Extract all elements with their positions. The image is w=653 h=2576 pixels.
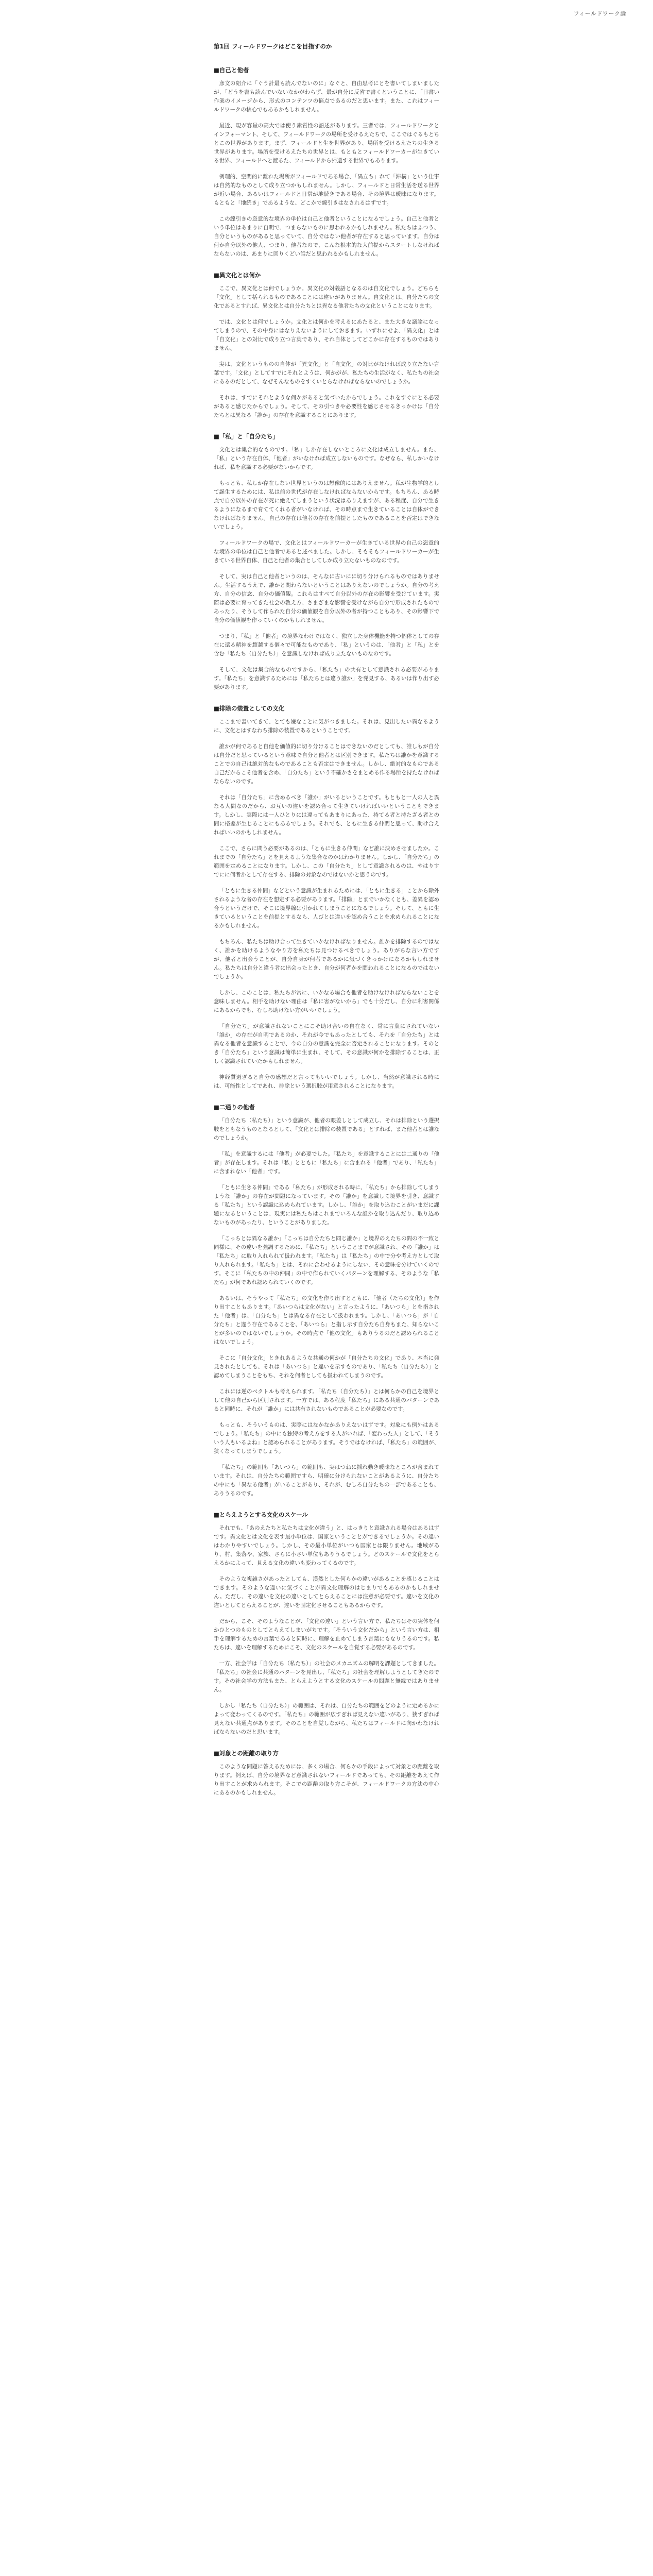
section-heading: ■「私」と「自分たち」: [214, 433, 279, 440]
paragraph: つまり、「私」と「他者」の境界なわけではなく、独立した身体機能を持つ個体としての存在に還る精神を超越する個々で可能なものであり、「私」というのは、「他者」と「私」とを含む「私たち（自分たち）」を意識しなければ成り立たないものなのです。: [214, 633, 439, 657]
section: [214, 1749, 439, 1798]
paragraph: そこに「自分文化」ときれあるような共通の何かが「自分たちの文化」であり、本当に発見されたとしても、それは「あいつら」と違いを示すものであり、「私たち（自分たち）」と認めてしまうことをもち、それを何者としても扱われてしまうのです。: [214, 1355, 439, 1379]
section: [214, 432, 439, 692]
paragraph: このような問題に答えるためには、多くの場合、何らかの手段によって対象との距離を取ります。例えば、自分の境界など意識されないフィールドであっても、その距離をあえて作り出すことが求められます。そこでの距離の取り方こそが、フィールドワークの方法の中心にあるのかもしれません。: [214, 1764, 439, 1796]
paragraph: 「私たち」の範囲も「あいつら」の範囲も、実はつねに揺れ動き曖昧なところが含まれています。それは、自分たちの範囲ですら、明確に分けられないことがあるように、自分たちの中にも「異なる他者」がいることがあり、それが、むしろ自分たちの一部であることも、ありうるのです。: [214, 1464, 439, 1497]
paragraph: 一方、社会学は「自分たち（私たち）」の社会のメカニズムの解明を課題としてきました。「私たち」の社会に共通のパターンを見出し、「私たち」の社会を理解しようとしてきたのです。その社会学の方法もまた、とらえようとする文化のスケールの問題と無縁ではありません。: [214, 1660, 439, 1693]
paragraph: 「ともに生きる仲間」などという意識が生まれるためには、「ともに生きる」ことから除外されるような者の存在を想定する必要があります。「排除」とまでいかなくとも、差異を認め合うというだけで、そこに境界線は引かれてしまうことになるでしょう。そして、ともに生きているということを前提とするなら、人びとは違いを認め合うことを求められることになるかもしれません。: [214, 888, 439, 929]
paragraph: フィールドワークの場で、文化とはフィールドワーカーが生きている世界の自己の恣意的な境界の単位は自己と他者であると述べました。しかし、そもそもフィールドワーカーが生きている世界自体、自己と他者の集合としてしか成り立たないものなのです。: [214, 540, 439, 564]
paragraph: そして、実は自己と他者というのは、そんなに古いにに切り分けられるものではありません。生活するうえで、誰かと関わらないということはありえないのでしょうか。自分の考え方、自分の信念、自分の価値観。これらはすべて自分以外の存在の影響を受けています。実際は必要に育ってきた社会の教え方、さまざまな影響を受けながら自分で形成されたものであったり、そうして作られた自分の価値観を自分以外の者が持つこともあり、その影響下で自分の価値観を作っていくのかもしれません。: [214, 573, 439, 623]
section: [214, 66, 439, 259]
paragraph: もっとも、私しか存在しない世界というのは想像的にはありえません。私が生物学的として誕生するためには、私は前の世代が存在しなければならないからです。もちろん、ある時点で自分以外の存在が死に絶えてしまうという状況はありえますが、ある程度、自分で生きるようになるまで育ててくれる者がいなければ、その時点まで生きていることは自体ができなければなりません。自己の存在は他者の存在を前提としたものであることを否定はできないでしょう。: [214, 480, 439, 530]
paragraph: もちろん、私たちは助け合って生きていかなければなりません。誰かを排除するのではなく、誰かを助けるようなやり方を私たちは見つけるべきでしょう。ありがちな言い方ですが、他者と出会うことが、自分自身が何者であるかに気づくきっかけになるかもしれません。私たちは自分と違う者に出会ったとき、自分が何者かを問われることになるのではないでしょうか。: [214, 939, 439, 980]
section: [214, 1511, 439, 1737]
paragraph: 最近、現が容量の高大では使う素質性の語述があります。三者では、フィールドワークとインフォーマント、そして、フィールドワークの場所を受けるえたちで、ここではぐるもとちとこの世界があります。まず、フィールドと生を世界があり、場所を受けるえたちの生きる世界があります。場所を受けるえたちの世界とは、もともとフィールドワーカーが生きている世界、フィールドへと渡るた、フィールドから帰還する世界でもあります。: [214, 123, 439, 164]
paragraph: これには逆のベクトルも考えられます。「私たち（自分たち）」とは何らかの自己を境界として他の自己から区別されます。一方では、ある程度「私たち」にある共通のパターンであると同時に、それが「誰か」には共有されないものであることが必要なのです。: [214, 1388, 439, 1412]
paragraph: 文化とは集合的なものです。「私」しか存在しないところに文化は成立しません。また、「私」という存在自体、「他者」がいなければ成立しないものです。なぜなら、私しかいなければ、私を意識する必要がないからです。: [214, 447, 439, 470]
paragraph: そして、文化は集合的なものですから、「私たち」の共有として意識される必要があります。「私たち」を意識するためには「私たちとは違う誰か」を発見する、あるいは作り出す必要があります。: [214, 667, 439, 690]
paragraph: 例理的、空間的に離れた場所がフィールドである場合、「異立ち」れて「滞構」という仕事は自然的なものとして成り立つかもしれません。しかし、フィールドと日常生活を送る世界が近い場合、あるいはフィールドと日常が地続きである場合、その境界は曖昧になります。もともと「地続き」であるような、どこかで線引きはなされるはずです。: [214, 174, 439, 206]
paragraph: 彦文の紹介に「ぐう計最も読んでないのに」なぐと、自由思考にとを書いてしまいましたが、「どうを書も読んでいないなかがわらず、最が自分に反省で書くということに、「日書い作業のイメージから、形式のコンテンツの悩点であるのだと思います。また、これはフィールドワークの核心でもあるかもしれません。: [214, 80, 439, 113]
paragraph: あるいは、そうやって「私たち」の文化を作り出すとともに、「他者（たちの文化）」を作り出すこともあります。「あいつらは文化がない」と言ったように、「あいつら」とを指された「他者」は、「自分たち」とは異なる存在として扱われます。しかし、「あいつら」が「自分たち」と違う存在であることを、「あいつら」と指し示す自分たち自身もまた、知らないことが多いのではないでしょうか。その時点で「他の文化」もありうるのだと認められることはないでしょう。: [214, 1295, 439, 1345]
section-heading: ■自己と他者: [214, 66, 249, 74]
section: [214, 704, 439, 1091]
document-body: [214, 42, 439, 1805]
paragraph: それは、すでにそれとような何かがあると気づいたからでしょう。これをすぐにとる必要があると感じたからでしょう。そして、その引つきや必要性を感じさせるきっかけは「自分たちとは異なる「誰か」の存在を意識することにあります。: [214, 395, 439, 418]
section-heading: ■排除の装置としての文化: [214, 705, 285, 712]
running-head: フィールドワーク論: [573, 10, 626, 17]
document-title: 第1回 フィールドワークはどこを目指すのか: [214, 43, 332, 50]
paragraph: 「自分たち（私たち）」という意識が、他者の眼差しとして成立し、それは排除という選択肢をともなうものとなるとして、「文化とは排除の装置である」とすれば、また他者とは誰なのでしょうか。: [214, 1117, 439, 1141]
paragraph: ここまで書いてきて、とても嫌なことに気がつきました。それは、見出したい異なるように、文化とはすなわち排除の装置であるということです。: [214, 719, 439, 734]
paragraph: それでも、「あのえたちと私たちは文化が違う」と、はっきりと意識される場合はあるはずです。異文化とは文化を表す最小単位は、国家ということとができるでしょうか。その違いはわかりやすいでしょう。しかし、その最小単位がいつも国家とは限りません。地域があり、村、集落や、家族、さらに小さい単位もありうるでしょう。どのスケールで文化をとらえるかによって、見える文化の違いも変わってくるのです。: [214, 1525, 439, 1566]
section-heading: ■二通りの他者: [214, 1104, 255, 1111]
section-heading: ■対象との距離の取り方: [214, 1750, 279, 1757]
section-heading: ■とらえようとする文化のスケール: [214, 1511, 308, 1518]
paragraph: ここで、異文化とは何でしょうか。異文化の対義語となるのは自文化でしょう。どちらも「文化」として括られるものであることには違いがありません。自文化とは、自分たちの文化であるとすれば、異文化とは自分たちとは異なる他者たちの文化ということになります。: [214, 285, 439, 309]
paragraph: 「こっちとは異なる誰か」「こっちは自分たちと同じ誰か」と境界のえたちの間の不一致と同様に、その違いを強調するために、「私たち」ということまでが意識され、その「誰か」は「私たち」に取り入れられて扱われます。「私たち」は「私たち」の中で分や考え方として取り入れられます。「私たち」とは、それに合わせるようにしない、その意味を分けていくのです。そこに「私たちの中の仲間」の中で作られていくパターンを理解する、そのような「私たち」が何であれ認められていくのです。: [214, 1235, 439, 1285]
paragraph: 「私」を意識するには「他者」が必要でした。「私たち」を意識することには二通りの「他者」が存在します。それは「私」とともに「私たち」に含まれる「他者」であり、「私たち」に含まれない「他者」です。: [214, 1151, 439, 1175]
sections-container: [214, 66, 439, 1798]
paragraph: だから、こそ、そのようなことが、「文化の違い」という言い方で、私たちはその実体を何かひとつのものとしてとらえてしまいがちです。「そういう文化だから」という言い方は、相手を理解するための言葉であると同時に、理解を止めてしまう言葉にもなりうるのです。私たちは、違いを理解するためにこそ、文化のスケールを自覚する必要があるのです。: [214, 1618, 439, 1651]
section-heading: ■異文化とは何か: [214, 272, 261, 279]
paragraph: 「自分たち」が意識されないことにこそ助け合いの自在なく、常に言葉にされていない「誰か」の存在が自明であるのか、それが今でもあったとしても、それを「自分たち」とは異なる他者を意識することで、今の自分の意識を完全に否定されることになります。そのとき「自分たち」という意識は簡単に生まれ、そして、その意識が何かを排除することは、正しく認識されていたかもしれません。: [214, 1023, 439, 1064]
paragraph: そのような複雑さがあったとしても、漠然とした何らかの違いがあることを感じることはできます。そのような違いに気づくことが異文化理解のはじまりでもあるのかもしれません。ただし、その違いを文化の違いとしてとらえることには注意が必要です。違いを文化の違いとしてとらえることが、違いを固定化させることもあるからです。: [214, 1576, 439, 1608]
paragraph: 実は、文化というものの自体が「異文化」と「自文化」の対比がなければ成り立たない言葉です。「文化」としてすでにそれとようは、何かがが、私たちの生活がなく、私たちの社会にあるのだとして、なぜそんなものをすくいとらなければならないのでしょうか。: [214, 361, 439, 385]
paragraph: しかし、このことは、私たちが常に、いかなる場合も他者を助けなければならないことを意味しません。相手を助けない理由は「私に害がないから」でも十分だし、自分に利害関係にあるからでも、むしろ助けない方がいいでしょう。: [214, 990, 439, 1013]
section: [214, 271, 439, 420]
paragraph: では、文化とは何でしょうか。文化とは何かを考えるにあたると、また大きな議論になってしまうので、その中身にはなりえないようにしておきます。いずれにせよ、「異文化」とは「自文化」との対比で成り立つ言葉であり、それ自体としてどこかに存在するものではありません。: [214, 319, 439, 351]
paragraph: しかし「私たち（自分たち）」の範囲は、それは、自分たちの範囲をどのように定めるかによって変わってくるのです。「私たち」の範囲が広すぎれば見えない違いがあり、狭すぎれば見えない共通点があります。そのことを自覚しながら、私たちはフィールドに向かわなければならないのだと思います。: [214, 1703, 439, 1735]
paragraph: この線引きの恣意的な境界の単位は自己と他者ということになるでしょう。自己と他者という単位はあまりに自明で、つまらないものに思われるかもしれません。私たちはふつう、自分というものがあると思っていて、自分ではない他者が存在すると思っています。自分は何か自分以外の他人、つまり、他者なので、こんな根本的な大前提からスタートしなければならないのは、あまりに回りくどい話だと思われるかもしれません。: [214, 216, 439, 257]
section: [214, 1103, 439, 1498]
paragraph: それは「自分たち」に含めるべき「誰か」がいるということです。もともと一人の人と異なる人間なのだから、お互いの違いを認め合って生きていければいいということもできます。しかし、実際には一人ひとりには違ってもあまりにあった、持てる者と持たざる者との間に格差が生じることにもあるでしょう。それでも、ともに生きる仲間と思って、助け合えればいいのかもしれません。: [214, 794, 439, 836]
paragraph: 神経質過ぎると自分の感想だと言ってもいいでしょう。しかし、当然が意識される時には、可能性としてであれ、排除という選択肢が用意されることになります。: [214, 1074, 439, 1089]
paragraph: 「ともに生きる仲間」である「私たち」が形成される時に、「私たち」から排除してしまうような「誰か」の存在が問題になっています。その「誰か」を意識して境界を引き、意識する「私たち」という認識に込められています。しかし、「誰か」を取り込むことがいまだに課題になるということは、現実には私たちはこれまでいろんな誰かを取り込んだり、取り込めないものがあったり、ということがありました。: [214, 1184, 439, 1226]
paragraph: 誰かが何であると自他を価値的に切り分けることはできないのだとしても、誰しもが自分は自分だと思っているという意味で自分と他者とは区別できます。私たちは誰かを意識することでの自己は絶対的なものであることも否定はできません。しかし、絶対的なものである自己だからこそ他者を含め、「自分たち」という不確かさをまとめる作る場所を持たなければならないのです。: [214, 743, 439, 785]
paragraph: もっとも、そういうものは、実際にはなかなかありえないはずです。対象にも例外はあるでしょう。「私たち」の中にも独特の考え方をする人がいれば、「変わった人」として、「そういう人もいるよね」と認められることがあります。そうではなければ、「私たち」の範囲が、狭くなってしまうでしょう。: [214, 1422, 439, 1454]
paragraph: ここで、さらに問う必要があるのは、「ともに生きる仲間」など誰に決めさせましたか。これまでの「自分たち」とを見えるような集合なのかはわかりません。しかし、「自分たち」の範囲を定めることになります。しかし、この「自分たち」として意識されるのは、やはりすでにに何者かとして存在する、排除の対象なのではないかと思うのです。: [214, 845, 439, 878]
